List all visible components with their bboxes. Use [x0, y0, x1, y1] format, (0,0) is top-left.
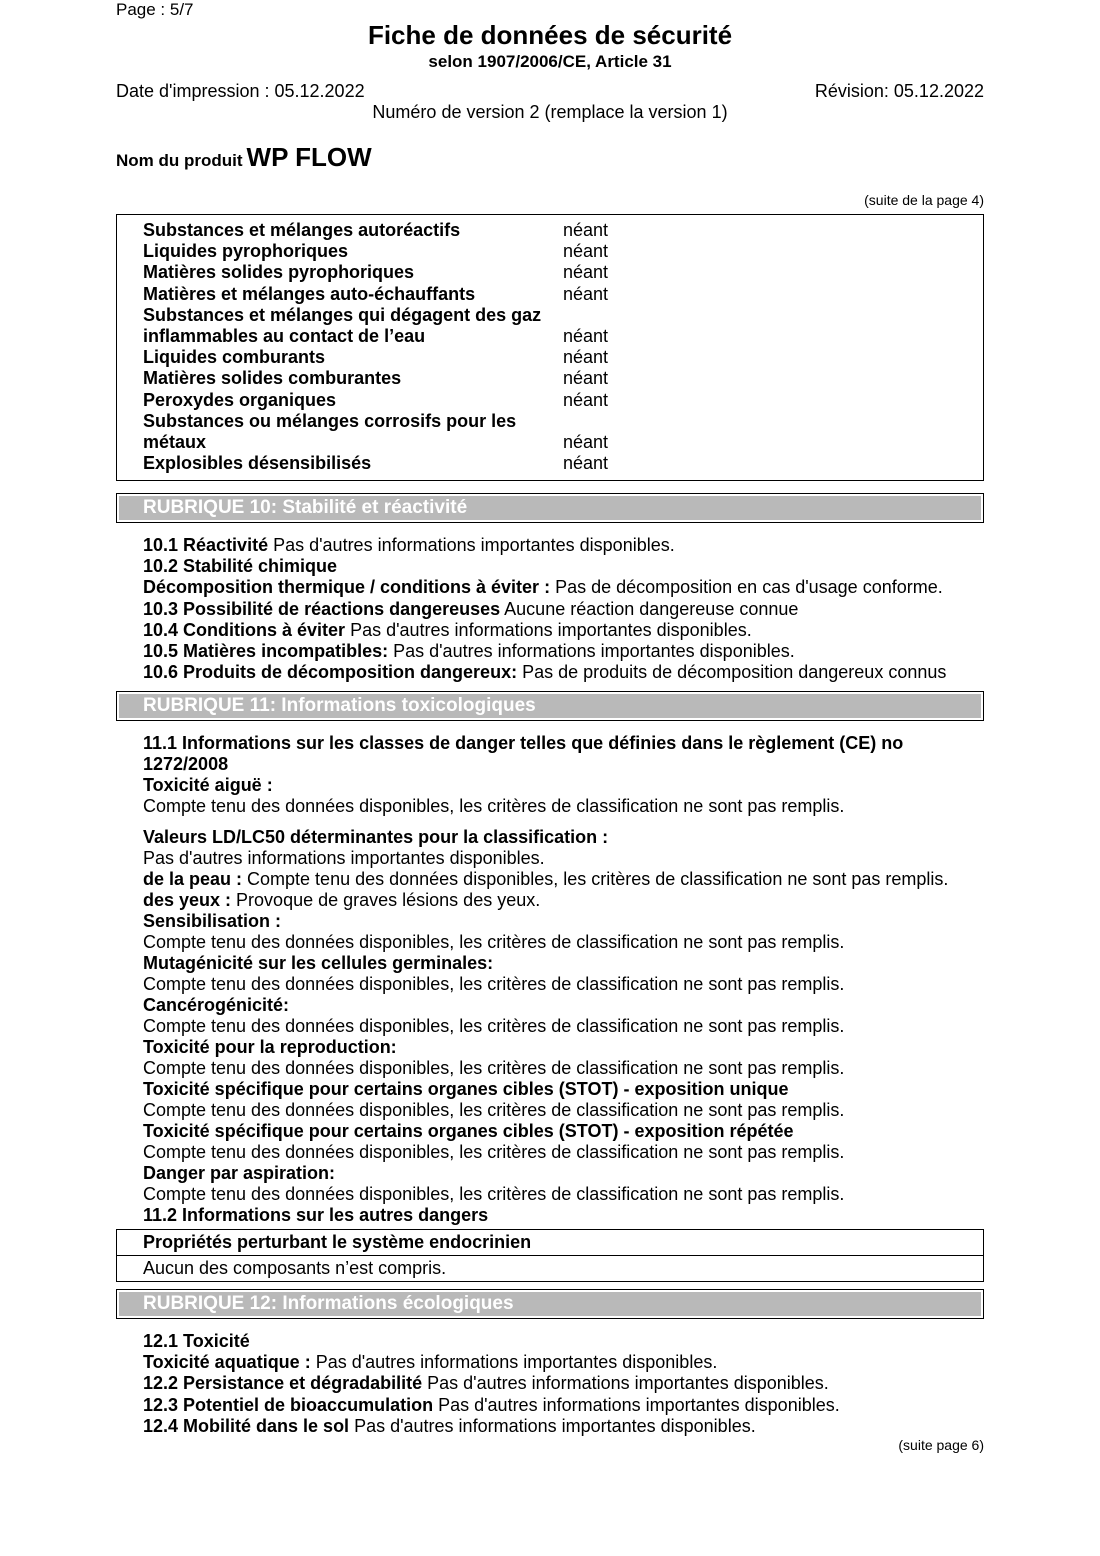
bold-label: Cancérogénicité: [143, 995, 290, 1015]
line-text: Compte tenu des données disponibles, les critères de classification ne sont pas remplis. [143, 1184, 845, 1204]
text-line [143, 869, 948, 890]
text-line [143, 974, 844, 995]
endocrine-value: Aucun des composants n’est compris. [143, 1258, 447, 1278]
line-text: Compte tenu des données disponibles, les critères de classification ne sont pas remplis. [143, 1100, 845, 1120]
text-line [143, 1373, 829, 1394]
line-text: Pas d'autres informations importantes disponibles. [422, 1373, 829, 1394]
bold-label: 12.1 Toxicité [143, 1331, 250, 1351]
text-line [143, 775, 273, 796]
property-value: néant [563, 432, 609, 452]
text-line [143, 599, 798, 620]
bold-label: 11.1 Informations sur les classes de danger telles que définies dans le règlement (CE) no [143, 733, 904, 753]
line-text: Compte tenu des données disponibles, les critères de classification ne sont pas remplis. [143, 796, 845, 816]
bold-label: 10.1 Réactivité [143, 535, 269, 555]
line-text: Pas d'autres informations importantes disponibles. [388, 641, 795, 661]
section-12-title: RUBRIQUE 12: Informations écologiques [119, 1292, 981, 1316]
property-value: néant [563, 241, 609, 262]
property-label: Peroxydes organiques [143, 389, 337, 410]
page-number: Page : 5/7 [116, 0, 194, 19]
document-subtitle: selon 1907/2006/CE, Article 31 [428, 52, 672, 71]
print-date: Date d'impression : 05.12.2022 [116, 81, 365, 101]
physical-hazards-box [116, 214, 984, 481]
property-label: Matières solides pyrophoriques [143, 262, 415, 283]
continued-to-note: (suite page 6) [898, 1437, 984, 1453]
bold-label: 10.6 Produits de décomposition dangereux: [143, 662, 518, 683]
property-value: néant [563, 262, 609, 283]
document-title: Fiche de données de sécurité [367, 20, 733, 50]
bold-label: Décomposition thermique / conditions à éviter : [143, 577, 551, 598]
text-line [143, 754, 228, 775]
text-line [143, 1163, 335, 1184]
line-text: Compte tenu des données disponibles, les critères de classification ne sont pas remplis. [143, 1016, 845, 1036]
version-note: Numéro de version 2 (remplace la version 1) [372, 102, 728, 122]
line-text: Pas d'autres informations importantes disponibles. [310, 1352, 718, 1373]
line-text: Pas d'autres informations importantes disponibles. [143, 848, 545, 868]
bold-label: 12.4 Mobilité dans le sol [143, 1415, 350, 1436]
text-line [143, 577, 943, 598]
bold-label: des yeux : [143, 890, 232, 910]
property-label: métaux [143, 432, 207, 452]
text-line [143, 827, 608, 848]
endocrine-header-text: Propriétés perturbant le système endocrinien [143, 1232, 532, 1252]
text-line [143, 641, 795, 662]
line-text: Compte tenu des données disponibles, les critères de classification ne sont pas remplis. [143, 1142, 845, 1162]
product-name: WP FLOW [246, 142, 372, 172]
line-text: Pas d'autres informations importantes disponibles. [345, 619, 752, 640]
text-line [143, 1037, 397, 1058]
line-text: Compte tenu des données disponibles, les critères de classification ne sont pas remplis. [242, 869, 949, 889]
bold-label: 1272/2008 [143, 754, 229, 774]
bold-label: 12.2 Persistance et dégradabilité [143, 1373, 423, 1394]
bold-label: Toxicité spécifique pour certains organes cibles (STOT) - exposition unique [143, 1079, 789, 1099]
line-text: Aucune réaction dangereuse connue [500, 598, 799, 619]
text-line [143, 890, 540, 911]
line-text: Pas d'autres informations importantes disponibles. [268, 535, 675, 555]
property-label: Liquides pyrophoriques [143, 241, 349, 262]
text-line [143, 1395, 840, 1416]
bold-label: 11.2 Informations sur les autres dangers [143, 1205, 489, 1225]
product-label: Nom du produit [116, 151, 243, 170]
bold-label: Toxicité pour la reproduction: [143, 1037, 397, 1057]
property-label: Matières et mélanges auto-échauffants [143, 283, 476, 304]
bold-label: 10.2 Stabilité chimique [143, 556, 338, 577]
property-label: Matières solides comburantes [143, 368, 402, 389]
section-11-title: RUBRIQUE 11: Informations toxicologiques [119, 694, 981, 718]
property-value: néant [563, 368, 609, 389]
line-text: Compte tenu des données disponibles, les critères de classification ne sont pas remplis. [143, 974, 845, 994]
bold-label: 12.3 Potentiel de bioaccumulation [143, 1394, 434, 1415]
property-label: Substances et mélanges qui dégagent des gaz [143, 304, 542, 325]
text-line [143, 1121, 794, 1142]
line-text: Pas de décomposition en cas d'usage conforme. [550, 577, 943, 598]
property-label: Explosibles désensibilisés [143, 453, 372, 474]
text-line [143, 1331, 250, 1352]
bold-label: 10.4 Conditions à éviter [143, 619, 346, 640]
text-line [143, 733, 903, 754]
section-10-header [116, 493, 984, 523]
text-line [143, 556, 337, 577]
property-label: inflammables au contact de l’eau [143, 326, 426, 346]
text-line [143, 620, 752, 641]
bold-label: Toxicité spécifique pour certains organes cibles (STOT) - exposition répétée [143, 1121, 794, 1141]
bold-label: Toxicité aiguë : [143, 775, 273, 795]
text-line [143, 932, 844, 953]
line-text: Provoque de graves lésions des yeux. [231, 890, 541, 910]
endocrine-box [116, 1229, 984, 1282]
property-value: néant [563, 220, 609, 240]
property-label: Substances et mélanges autoréactifs [143, 220, 461, 240]
text-line [143, 995, 289, 1016]
bold-label: 10.5 Matières incompatibles: [143, 641, 389, 661]
text-line [143, 1142, 844, 1163]
bold-label: 10.3 Possibilité de réactions dangereuses [143, 598, 501, 619]
bold-label: Sensibilisation : [143, 911, 282, 931]
text-line [143, 1205, 488, 1226]
text-line [143, 796, 844, 817]
property-value: néant [563, 347, 609, 368]
line-text: Pas d'autres informations importantes disponibles. [349, 1415, 756, 1436]
section-10-title: RUBRIQUE 10: Stabilité et réactivité [119, 496, 981, 520]
text-line [143, 1352, 717, 1373]
bold-label: Danger par aspiration: [143, 1163, 336, 1183]
text-line [143, 535, 675, 556]
property-value: néant [563, 453, 609, 474]
property-value: néant [563, 389, 609, 410]
text-line [143, 953, 493, 974]
product-line [116, 142, 372, 173]
property-value: néant [563, 283, 609, 304]
section-11-header [116, 691, 984, 721]
text-line [143, 1100, 844, 1121]
text-line [143, 848, 545, 869]
line-text: Pas de produits de décomposition dangereux connus [517, 662, 947, 683]
line-text: Compte tenu des données disponibles, les critères de classification ne sont pas remplis. [143, 932, 845, 952]
continued-from-note: (suite de la page 4) [864, 192, 984, 208]
text-line [143, 662, 946, 683]
line-text: Compte tenu des données disponibles, les critères de classification ne sont pas remplis. [143, 1058, 845, 1078]
section-12-header [116, 1289, 984, 1319]
bold-label: de la peau : [143, 869, 243, 889]
text-line [143, 1058, 844, 1079]
property-label: Liquides comburants [143, 347, 326, 368]
text-line [143, 1016, 844, 1037]
text-line [143, 1184, 844, 1205]
bold-label: Valeurs LD/LC50 déterminantes pour la classification : [143, 827, 609, 847]
bold-label: Toxicité aquatique : [143, 1352, 311, 1373]
bold-label: Mutagénicité sur les cellules germinales: [143, 953, 494, 973]
endocrine-header [117, 1230, 983, 1256]
text-line [143, 1416, 756, 1437]
text-line [143, 1079, 788, 1100]
line-text: Pas d'autres informations importantes disponibles. [433, 1394, 840, 1415]
property-label: Substances ou mélanges corrosifs pour les [143, 410, 517, 431]
property-value: néant [563, 326, 609, 346]
text-line [143, 911, 281, 932]
revision-date: Révision: 05.12.2022 [814, 81, 984, 101]
